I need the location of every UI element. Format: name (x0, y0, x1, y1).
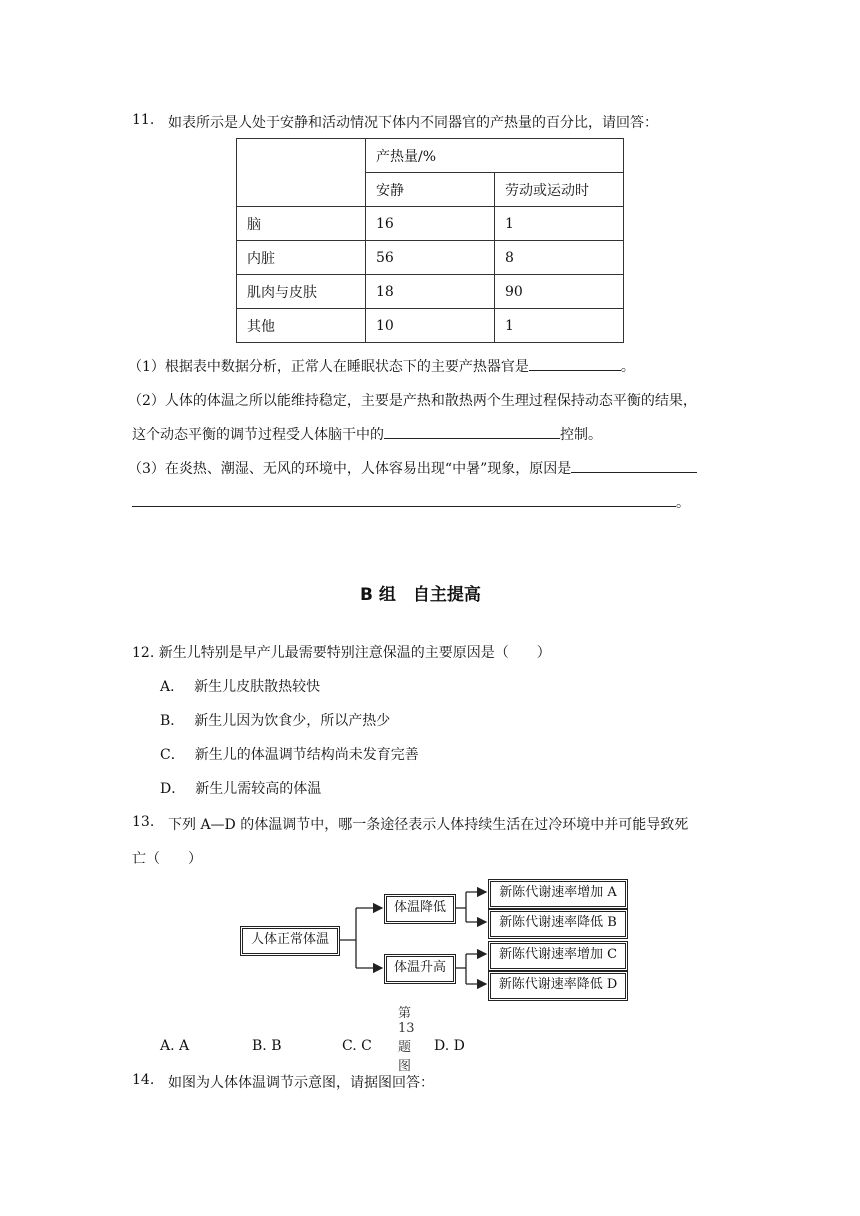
q13-option-d[interactable]: D. D (434, 1038, 465, 1054)
q11-sub1-prefix: （1）根据表中数据分析，正常人在睡眠状态下的主要产热器官是 (128, 359, 529, 375)
q11-sub3-line2 (132, 492, 690, 512)
table-cell-organ: 肌肉与皮肤 (237, 275, 366, 309)
q11-sub1 (128, 356, 635, 376)
option-letter: B． (160, 713, 185, 729)
table-header-active: 劳动或运动时 (495, 173, 624, 207)
diagram-node-temp-down: 体温降低 (384, 894, 456, 924)
q12-stem: 12. 新生儿特别是早产儿最需要特别注意保温的主要原因是（ ） (132, 645, 551, 661)
option-text: 新生儿需较高的体温 (195, 781, 322, 797)
table-cell-active: 1 (495, 309, 624, 343)
q12-option-b[interactable] (160, 710, 390, 730)
diagram-root-node: 人体正常体温 (240, 926, 340, 956)
option-text: 新生儿因为饮食少，所以产热少 (194, 713, 391, 729)
q12-option-c[interactable] (160, 744, 419, 764)
q11-sub2-suffix: 控制。 (560, 427, 602, 443)
answer-blank[interactable] (529, 356, 621, 371)
diagram-caption: 第 13 题图 (398, 1006, 415, 1074)
diagram-node-temp-up: 体温升高 (384, 954, 456, 984)
q11-stem: 如表所示是人处于安静和活动情况下体内不同器官的产热量的百分比，请回答： (168, 115, 658, 131)
q13-option-a[interactable]: A. A (160, 1038, 190, 1054)
q14-number: 14. (132, 1072, 155, 1088)
option-letter: A． (160, 679, 185, 695)
table-cell-active: 8 (495, 241, 624, 275)
q11-sub3-prefix: （3）在炎热、潮湿、无风的环境中，人体容易出现“中暑”现象，原因是 (128, 461, 572, 477)
option-letter: D． (160, 781, 186, 797)
option-text: 新生儿皮肤散热较快 (194, 679, 321, 695)
table-cell-rest: 18 (366, 275, 495, 309)
table-cell-organ: 脑 (237, 207, 366, 241)
q13-option-b[interactable]: B. B (252, 1038, 282, 1054)
q11-sub3-line1 (128, 458, 697, 478)
q13-stem-line2: 亡（ ） (132, 851, 202, 867)
q11-sub2-prefix: 这个动态平衡的调节过程受人体脑干中的 (132, 427, 384, 443)
q12-option-a[interactable] (160, 676, 320, 696)
table-cell-rest: 10 (366, 309, 495, 343)
answer-blank[interactable] (384, 424, 560, 439)
q11-sub2-line1: （2）人体的体温之所以能维持稳定，主要是产热和散热两个生理过程保持动态平衡的结果， (128, 393, 697, 409)
option-text: 新生儿的体温调节结构尚未发育完善 (194, 747, 419, 763)
option-letter: C． (160, 747, 185, 763)
diagram-leaf-a: 新陈代谢速率增加 A (488, 879, 628, 909)
table-corner-cell (237, 139, 366, 207)
table-header-rest: 安静 (366, 173, 495, 207)
table-row (237, 309, 624, 343)
answer-blank[interactable] (571, 458, 697, 473)
section-title: B 组 自主提高 (360, 585, 481, 605)
table-header-group: 产热量/% (366, 139, 624, 173)
heat-production-table (236, 138, 624, 343)
diagram-leaf-d: 新陈代谢速率降低 D (488, 971, 628, 1001)
q11-sub2-line2 (132, 424, 602, 444)
diagram-leaf-c: 新陈代谢速率增加 C (488, 941, 628, 971)
table-cell-rest: 56 (366, 241, 495, 275)
q14-stem: 如图为人体体温调节示意图，请据图回答： (168, 1075, 434, 1091)
q13-number: 13. (132, 814, 155, 830)
answer-blank[interactable] (132, 492, 676, 507)
q13-stem-line1: 下列 A—D 的体温调节中，哪一条途径表示人体持续生活在过冷环境中并可能导致死 (168, 817, 689, 833)
q11-sub3-suffix: 。 (676, 495, 690, 511)
q11-sub1-suffix: 。 (620, 359, 635, 375)
q11-number: 11. (132, 112, 155, 128)
table-row (237, 207, 624, 241)
diagram-leaf-b: 新陈代谢速率降低 B (488, 909, 628, 939)
table-cell-organ: 内脏 (237, 241, 366, 275)
table-cell-organ: 其他 (237, 309, 366, 343)
q13-option-c[interactable]: C. C (342, 1038, 372, 1054)
table-cell-rest: 16 (366, 207, 495, 241)
table-cell-active: 90 (495, 275, 624, 309)
q12-option-d[interactable] (160, 778, 321, 798)
table-row (237, 275, 624, 309)
table-row (237, 241, 624, 275)
table-cell-active: 1 (495, 207, 624, 241)
